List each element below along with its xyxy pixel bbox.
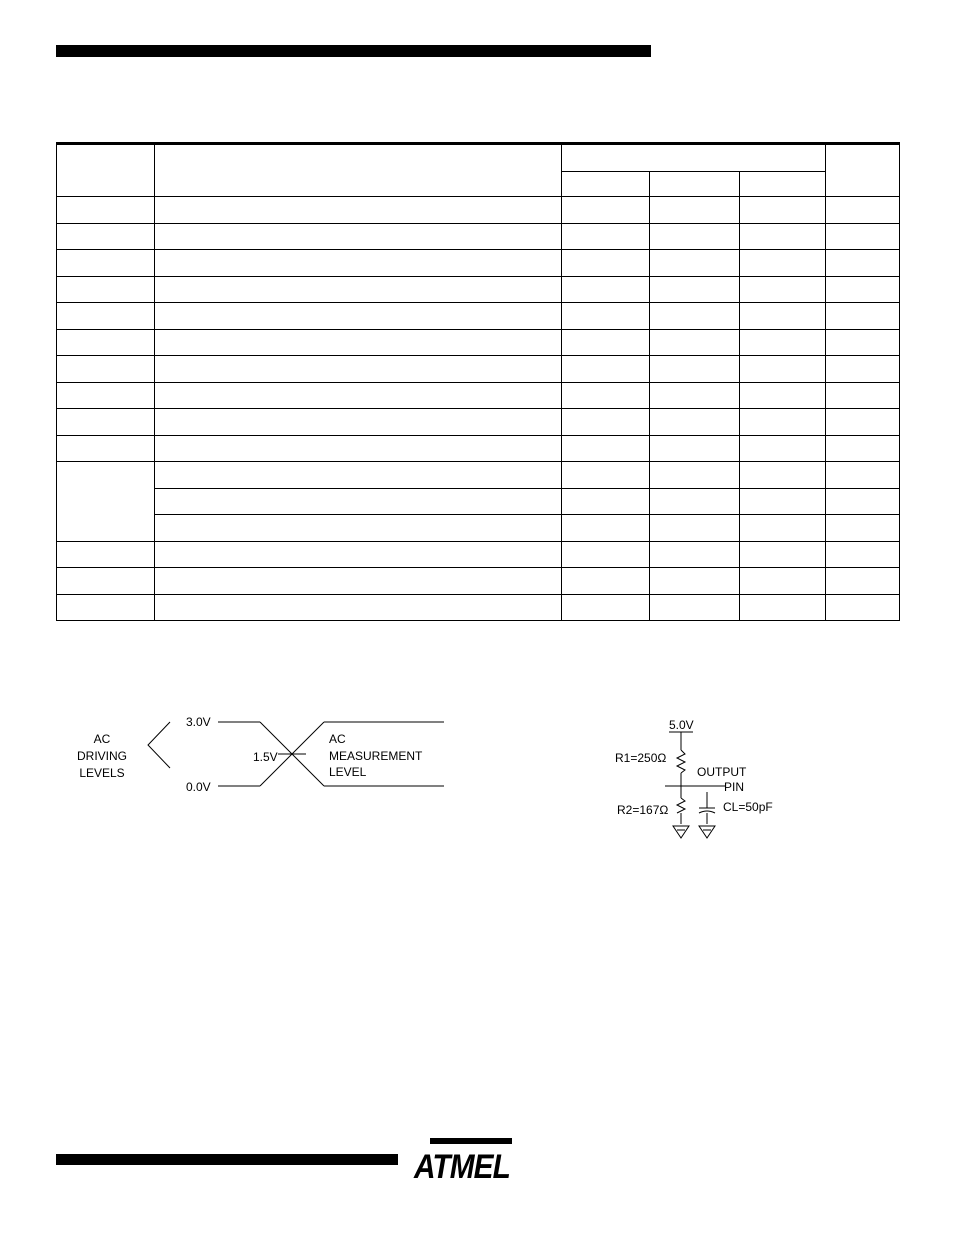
table-row: [57, 462, 900, 489]
footer-rule: [56, 1154, 398, 1165]
mid-level-label: 1.5V: [253, 750, 278, 764]
table-row: [57, 409, 900, 436]
pin-label: PIN: [724, 780, 745, 794]
table-row: [57, 250, 900, 277]
table-header-cell: [650, 172, 740, 197]
r1-label: R1=250Ω: [615, 751, 667, 765]
ground-symbol: [699, 826, 715, 838]
table-row: [57, 541, 900, 568]
table-header-cell: [562, 144, 826, 172]
logo-text: ATMEL: [413, 1148, 510, 1184]
header-rule: [56, 45, 651, 57]
table-header-cell: [826, 144, 900, 197]
r2-label: R2=167Ω: [617, 803, 669, 817]
table-header-cell: [57, 144, 155, 197]
high-level-label: 3.0V: [186, 715, 211, 729]
table-row: [57, 276, 900, 303]
spec-table: [56, 142, 900, 621]
r2-resistor: [677, 798, 685, 813]
table-row: [57, 356, 900, 383]
table-row: [57, 515, 900, 542]
atmel-logo: [412, 1136, 514, 1184]
table-row: [57, 594, 900, 621]
table-row: [57, 303, 900, 330]
load-capacitance-label: CL=50pF: [723, 800, 773, 814]
measurement-label-line1: AC: [329, 732, 346, 746]
driving-label-line1: AC: [93, 732, 111, 746]
supply-voltage-label: 5.0V: [669, 718, 694, 732]
table-row: [57, 223, 900, 250]
driving-bracket: [148, 722, 170, 768]
output-load-diagram: [605, 712, 805, 847]
r1-resistor: [677, 750, 685, 773]
table-header-cell: [740, 172, 826, 197]
table-header-cell: [562, 172, 650, 197]
driving-label-line2: DRIVING: [76, 749, 128, 763]
measurement-label-line3: LEVEL: [329, 765, 367, 779]
measurement-label-line2: MEASUREMENT: [329, 749, 423, 763]
table-row: [57, 488, 900, 515]
table-row: [57, 435, 900, 462]
table-row: [57, 197, 900, 224]
low-level-label: 0.0V: [186, 780, 211, 794]
table-row: [57, 568, 900, 595]
table-row: [57, 329, 900, 356]
driving-label-line3: LEVELS: [79, 766, 125, 780]
ground-symbol: [673, 826, 689, 838]
ac-levels-diagram: [60, 700, 460, 810]
output-label: OUTPUT: [697, 765, 747, 779]
table-row: [57, 382, 900, 409]
table-header-cell: [155, 144, 562, 197]
